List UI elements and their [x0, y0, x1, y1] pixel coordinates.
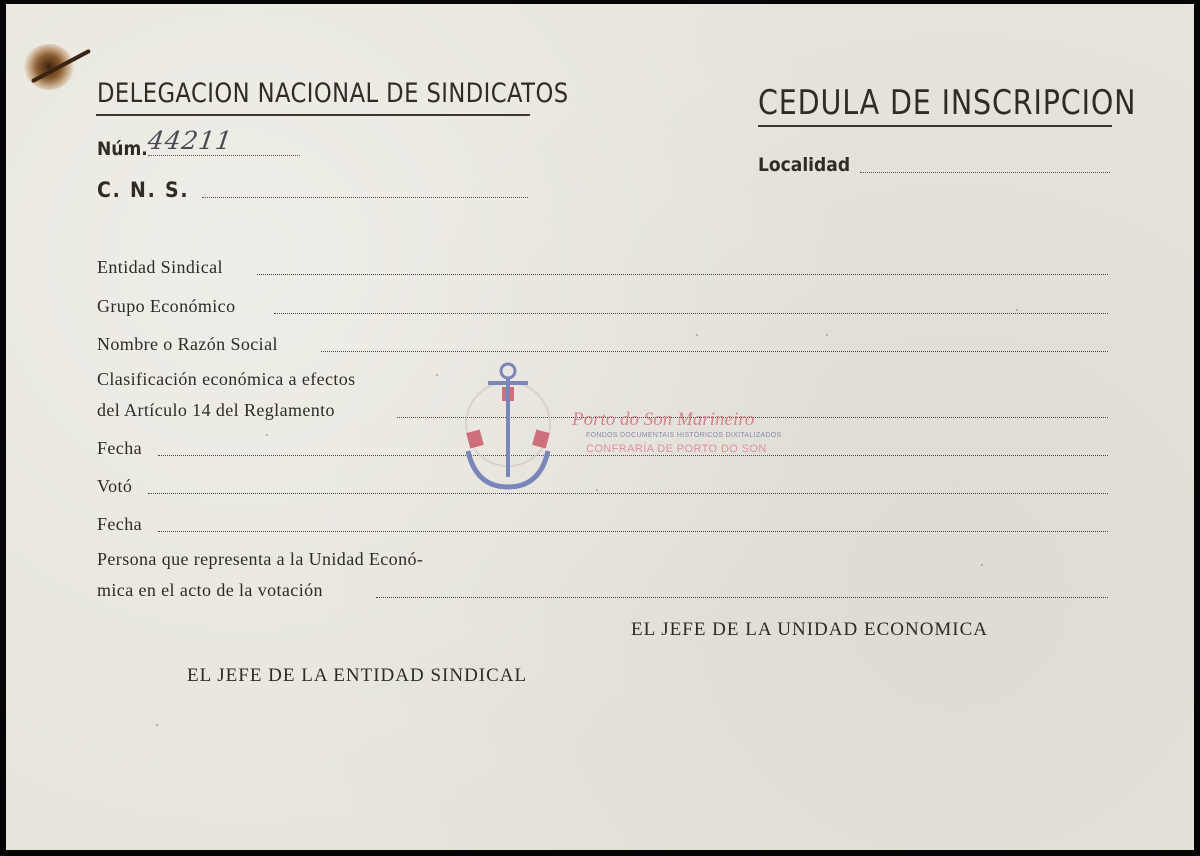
title-underline	[96, 114, 530, 116]
paper-speck	[1016, 309, 1018, 311]
watermark-brand: Porto do Son Marineiro	[572, 409, 755, 430]
paper-speck	[596, 489, 598, 491]
persona-line	[376, 597, 1108, 598]
form-title-underline	[758, 125, 1112, 127]
paper-speck	[826, 334, 828, 336]
fecha-1-label: Fecha	[97, 438, 142, 458]
watermark-subtitle: FONDOS DOCUMENTAIS HISTÓRICOS DIXITALIZADOS	[586, 432, 782, 439]
persona-label-1: Persona que representa a la Unidad Econó-	[97, 549, 424, 569]
organization-title: DELEGACION NACIONAL DE SINDICATOS	[97, 78, 569, 109]
localidad-label: Localidad	[758, 154, 851, 176]
jefe-unidad-signature-label: EL JEFE DE LA UNIDAD ECONOMICA	[631, 619, 989, 640]
num-label: Núm.	[97, 138, 148, 160]
clasificacion-label-1: Clasificación económica a efectos	[97, 369, 356, 389]
num-handwritten: 44211	[145, 126, 235, 155]
entidad-sindical-line	[257, 274, 1108, 275]
localidad-line	[860, 172, 1110, 173]
voto-line	[148, 493, 1108, 494]
paper-speck	[981, 564, 983, 566]
burn-mark	[24, 44, 74, 90]
fecha-2-label: Fecha	[97, 514, 142, 534]
entidad-sindical-label: Entidad Sindical	[97, 257, 223, 277]
form-title: CEDULA DE INSCRIPCION	[758, 83, 1137, 123]
anchor-watermark-icon	[458, 359, 558, 494]
cns-label: C. N. S.	[97, 178, 190, 202]
nombre-razon-social-line	[321, 351, 1108, 352]
voto-label: Votó	[97, 476, 133, 496]
fecha-2-line	[158, 531, 1108, 532]
paper-speck	[436, 374, 438, 376]
jefe-entidad-signature-label: EL JEFE DE LA ENTIDAD SINDICAL	[187, 665, 528, 686]
paper-speck	[156, 724, 158, 726]
paper-speck	[266, 434, 268, 436]
clasificacion-label-2: del Artículo 14 del Reglamento	[97, 400, 335, 420]
persona-label-2: mica en el acto de la votación	[97, 580, 323, 600]
registration-card	[6, 4, 1194, 850]
paper-speck	[696, 334, 698, 336]
grupo-economico-label: Grupo Económico	[97, 296, 236, 316]
num-line	[148, 155, 300, 156]
fecha-1-line	[158, 455, 1108, 456]
nombre-razon-social-label: Nombre o Razón Social	[97, 334, 278, 354]
watermark-org: CONFRARÍA DE PORTO DO SON	[586, 443, 767, 455]
cns-line	[202, 197, 528, 198]
grupo-economico-line	[274, 313, 1108, 314]
